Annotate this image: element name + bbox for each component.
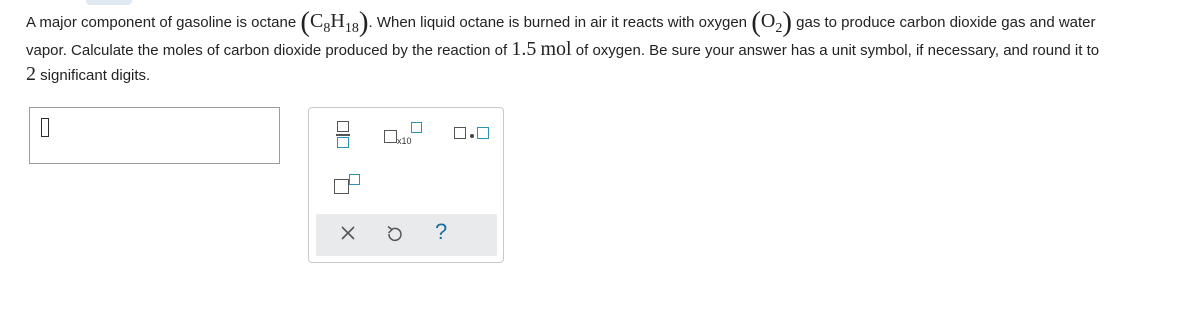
oxygen-amount: 1.5 xyxy=(511,38,537,60)
question-line-3 xyxy=(26,64,1191,86)
octane-subscript-18: 18 xyxy=(344,21,359,36)
oxygen-symbol: O xyxy=(760,10,776,32)
undo-icon[interactable] xyxy=(386,225,403,243)
fraction-icon[interactable] xyxy=(336,121,350,149)
clear-icon[interactable] xyxy=(341,226,355,240)
octane-symbol-h: H xyxy=(330,10,345,32)
multiply-dot-icon[interactable] xyxy=(454,127,490,141)
scientific-notation-icon[interactable] xyxy=(384,122,424,148)
top-tab-indicator xyxy=(86,0,132,5)
answer-input[interactable] xyxy=(29,107,280,164)
sig-figs-count: 2 xyxy=(26,63,36,85)
octane-subscript-8: 8 xyxy=(323,21,331,36)
question-line-2 xyxy=(26,39,1191,61)
question-text-3: gas to produce carbon dioxide gas and water xyxy=(796,14,1096,31)
amount-unit: mol xyxy=(540,38,572,60)
question-line-1: A major component of gasoline is octane (C8H18). When liquid octane is burned in air it reacts with oxygen (O2) gas to produce carbon dioxide gas and water xyxy=(26,6,1096,38)
superscript-icon[interactable] xyxy=(334,174,360,194)
input-cursor xyxy=(41,118,49,137)
oxygen-subscript: 2 xyxy=(775,21,783,36)
question-text-4: vapor. Calculate the moles of carbon dioxide produced by the reaction of xyxy=(26,42,508,59)
question-text-6: significant digits. xyxy=(40,67,151,84)
octane-symbol-c: C xyxy=(310,10,324,32)
x10-label: x10 xyxy=(397,136,412,146)
question-text-2: . When liquid octane is burned in air it reacts with oxygen xyxy=(368,14,748,31)
help-icon[interactable]: ? xyxy=(435,219,448,244)
question-text-5: of oxygen. Be sure your answer has a unit symbol, if necessary, and round it to xyxy=(575,42,1100,59)
question-text-1: A major component of gasoline is octane xyxy=(26,14,297,31)
math-keypad xyxy=(308,107,504,263)
keypad-action-bar xyxy=(316,214,497,256)
